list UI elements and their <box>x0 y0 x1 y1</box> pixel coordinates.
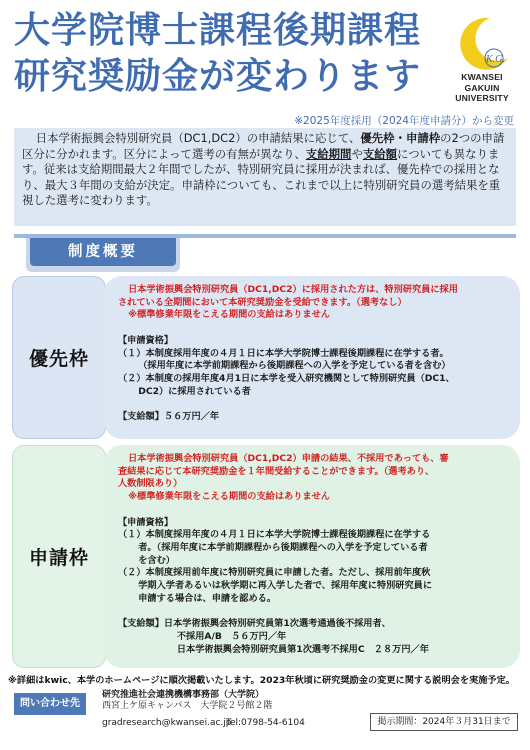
priority-qual-2a: （２）本制度の採用年度4月1日に本学を受入研究機関として特別研究員（DC1、 <box>118 372 455 384</box>
university-name-line-1: KWANSEI <box>461 72 503 82</box>
footnote: ※詳細はkwic、本学のホームページに順次掲載いたします。2023年秋頃に研究奨励金の変更に関する説明会を実施予定。 <box>8 675 515 686</box>
contact-dept: 研究推進社会連携機構事務部（大学院） <box>102 690 265 700</box>
application-red-line-4: ※標準修業年限をこえる期間の支給はありません <box>128 491 330 503</box>
contact-label: 問い合わせ先 <box>14 693 86 715</box>
section-tab-overview: 制度概要 <box>30 238 176 266</box>
intro-part-2: の2つの申請区分に分かれます。区分によって選考の有無が異なり、 <box>22 131 505 161</box>
priority-qual-1a: （１）本制度採用年度の４月１日に本学大学院博士課程後期課程に在学する者。 <box>118 347 449 359</box>
intro-amount-underline: 支給額 <box>362 146 398 161</box>
priority-red-line-2: されている全期間において本研究奨励金を受給できます。（選考なし） <box>118 296 407 308</box>
application-red-line-1: 日本学術振興会特別研究員（DC1,DC2）申請の結果、不採用であっても、審 <box>128 453 449 464</box>
title-line-1: 大学院博士課程後期課程 <box>14 10 422 51</box>
page-title <box>14 8 444 100</box>
intro-and: や <box>351 146 363 161</box>
application-qual-1c: を含む） <box>138 554 175 566</box>
contact-info <box>102 690 305 730</box>
university-logo <box>438 14 526 106</box>
application-qual-2a: （２）本制度採用前年度に特別研究員に申請した者。ただし、採用前年度秋 <box>118 567 431 579</box>
title-line-2: 研究奨励金が変わります <box>14 56 422 97</box>
application-body <box>104 445 520 668</box>
priority-red-line-1: 日本学術振興会特別研究員（DC1,DC2）に採用された方は、特別研究員に採用 <box>128 284 458 295</box>
priority-label: 優先枠 <box>12 276 106 439</box>
priority-qual-heading: 【申請資格】 <box>118 334 174 346</box>
contact-email[interactable]: gradresearch@kwansei.ac.jp <box>102 718 232 729</box>
crescent-moon-logo-icon <box>452 14 512 74</box>
application-qual-2b: 学期入学者あるいは秋学期に再入学した者で、採用年度に特別研究員に <box>138 580 433 592</box>
logo-mark-text: K.G. <box>486 54 505 65</box>
contact-address: 西宮上ケ原キャンパス 大学院２号館２階 <box>102 701 273 712</box>
university-name-line-3: UNIVERSITY <box>455 93 509 103</box>
adoption-note: ※2025年度採用（2024年度申請分）から変更 <box>294 115 514 127</box>
contact-tel: Tel:0798-54-6104 <box>226 718 305 728</box>
intro-paragraph <box>14 128 516 226</box>
application-amount-line-2: 不採用A/B ５６万円／年 <box>176 630 287 642</box>
intro-priority-bold: 優先枠・申請枠 <box>360 131 441 145</box>
application-amount-line-3: 日本学術振興会特別研究員第1次選考不採用C ２８万円／年 <box>176 643 429 655</box>
intro-period-underline: 支給期間 <box>305 146 352 161</box>
priority-red-line-3: ※標準修業年限をこえる期間の支給はありません <box>128 309 330 321</box>
application-qual-heading: 【申請資格】 <box>118 516 174 528</box>
university-name-line-2: GAKUIN <box>464 82 500 93</box>
intro-part-3: についても異なります。従来は支給期間最大２年間でしたが、特別研究員に採用が決まれば、優先枠での採用となり、最大３年間の支給が決定。申請枠についても、これまで以上に特別研究員の選考結果を重視した選考に変わります。 <box>22 146 501 208</box>
application-qual-2c: 申請する場合は、申請を認める。 <box>138 592 277 604</box>
university-name <box>438 72 526 104</box>
intro-part-1: 日本学術振興会特別研究員（DC1,DC2）の申請結果に応じて、 <box>35 131 361 145</box>
priority-amount: 【支給額】５６万円／年 <box>118 411 220 422</box>
application-qual-1a: （１）本制度採用年度の４月１日に本学大学院博士課程後期課程に在学する <box>118 529 431 541</box>
priority-body <box>104 276 520 439</box>
application-amount-line-1: 【支給額】日本学術振興会特別研究員第1次選考通過後不採用者、 <box>118 618 391 630</box>
application-red-line-2: 査結果に応じて本研究奨励金を１年間受給することができます。（選考あり、 <box>118 465 435 477</box>
application-red-line-3: 人数制限あり） <box>118 478 183 490</box>
priority-qual-1b: （採用年度に本学前期課程から後期課程への入学を予定している者を含む） <box>138 360 451 372</box>
posting-period-box: 掲示期間：2024年３月31日まで <box>370 713 518 731</box>
application-label: 申請枠 <box>12 445 106 668</box>
application-qual-1b: 者。（採用年度に本学前期課程から後期課程への入学を予定している者 <box>138 541 428 553</box>
priority-qual-2b: DC2）に採用されている者 <box>138 385 251 397</box>
